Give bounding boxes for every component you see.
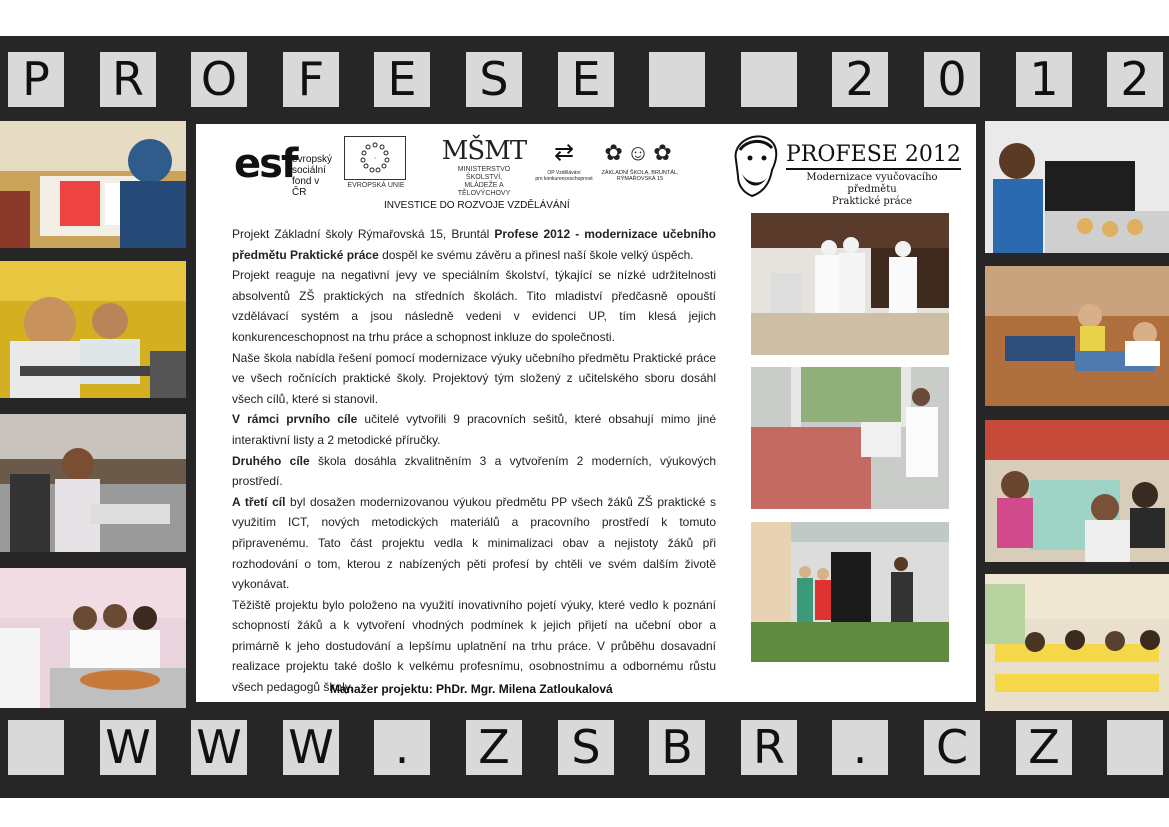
- profese-logo: [726, 130, 961, 207]
- profese-subtitle: [788, 172, 956, 208]
- content-panel: [196, 124, 976, 702]
- letter-tile: 2: [832, 52, 888, 107]
- letter-tile: W: [191, 720, 247, 775]
- letter-tile: Z: [1016, 720, 1072, 775]
- letter-tile: .: [832, 720, 888, 775]
- project-manager: Manažer projektu: PhDr. Mgr. Milena Zatloukalová: [330, 682, 613, 696]
- esf-text-line: sociální: [292, 165, 326, 176]
- op-text-line: pro konkurenceschopnost: [535, 176, 593, 182]
- eu-flag-icon: [344, 136, 406, 180]
- text-run: škola dosáhla zkvalitněním 3 a vytvořením 2 moderních, výukových prostředí.: [232, 453, 717, 489]
- letter-tile: E: [374, 52, 430, 107]
- project-description: [232, 224, 716, 698]
- letter-tile: [741, 52, 797, 107]
- letter-tile: [1107, 720, 1163, 775]
- profese-title: PROFESE 2012: [786, 142, 961, 170]
- paragraph-goal-1: [232, 409, 716, 450]
- letter-tile: Z: [466, 720, 522, 775]
- paragraph-intro: [232, 224, 716, 265]
- paragraph-solution: Naše škola nabídla řešení pomocí modernizace výuky učebního předmětu Praktické práce ve všech ročnících praktické školy. Projektový tým složený z učitelského sboru dosáhl všech cílů, které si stanovil.: [232, 350, 716, 406]
- text-run: byl dosažen modernizovanou výukou předmětu PP všech žáků ZŠ praktické s využitím ICT, nových metodických materiálů a pracovního prostředí k tomuto připravenému. Tato část projektu vedla k minimalizaci obav a nejistoty žáků při rozhodování o tom, kterou z nabízených pěti profesí by chtěli ve svém dalším životě vykonávat.: [232, 494, 716, 592]
- text-run-bold: Druhého cíle: [232, 453, 310, 468]
- photo-right-3: [985, 420, 1169, 562]
- letter-tile: O: [191, 52, 247, 107]
- letter-tile: .: [374, 720, 430, 775]
- photo-kitchen: [751, 213, 949, 355]
- letter-tile: 0: [924, 52, 980, 107]
- op-text: [534, 170, 594, 182]
- msmt-text-line: MINISTERSTVO ŠKOLSTVÍ,: [457, 166, 511, 181]
- partner-logos: [234, 132, 734, 212]
- eu-caption: EVROPSKÁ UNIE: [347, 182, 405, 189]
- header-letter-tiles: [0, 52, 1169, 110]
- text-run: Projekt Základní školy Rýmařovská 15, Bruntál: [232, 227, 495, 241]
- op-text-line: OP Vzdělávání: [547, 170, 581, 176]
- op-arrows-icon: ⇄: [553, 139, 575, 166]
- photo-right-1: [985, 121, 1169, 253]
- school-text: [600, 170, 680, 182]
- esf-text-line: fond v ČR: [292, 176, 320, 198]
- eu-logo: [344, 136, 408, 188]
- letter-tile: 2: [1107, 52, 1163, 107]
- text-run-bold: V rámci prvního cíle: [232, 412, 358, 427]
- paragraph-focus: Těžiště projektu bylo položeno na využití inovativního pojetí výuky, které vedlo k poznání schopností žáků a k vytvoření vhodných podmínek k jejich přijetí na učební obor a primárně k jeho dostudování a lepšímu uplatnění na trhu práce. V průběhu dosavadní realizace projektu také došlo k velkému profesnímu, osobnostnímu a odbornému růstu všech pedagogů školy.: [232, 597, 716, 695]
- paragraph-problem: Projekt reaguje na negativní jevy ve speciálním školství, týkající se nízké udržitelnosti absolventů ZŠ praktických na středních školách. Tito mladiství předčasně opouští vzdělávací systém a jsou následně vedeni v evidenci UP, tím klesá jejich konkurenceschopnost na trhu práce a schopnost inkluze do společnosti.: [232, 268, 716, 344]
- msmt-logo: [439, 136, 529, 197]
- letter-tile: W: [100, 720, 156, 775]
- esf-logo: [234, 136, 334, 196]
- msmt-text: [439, 166, 529, 198]
- school-text-line: RÝMAŘOVSKÁ 15: [616, 176, 664, 182]
- school-text-line: ZÁKLADNÍ ŠKOLA, BRUNTÁL,: [601, 170, 679, 176]
- text-run: učitelé vytvořili 9 pracovních sešitů, které obsahují mimo jiné interaktivní listy a 2 metodické příručky.: [232, 412, 716, 447]
- footer-url-tiles: [0, 720, 1169, 778]
- letter-tile: [8, 720, 64, 775]
- school-logo: [600, 136, 680, 192]
- photo-right-4: [985, 574, 1169, 711]
- letter-tile: P: [8, 52, 64, 107]
- letter-tile: 1: [1016, 52, 1072, 107]
- school-emblem-icon: ✿☺✿: [604, 140, 676, 165]
- esf-mark: esf: [234, 141, 297, 187]
- letter-tile: W: [283, 720, 339, 775]
- photo-garden: [751, 522, 949, 662]
- sculpted-head-icon: [726, 130, 782, 198]
- op-logo: [534, 136, 594, 192]
- paragraph-goal-2: [232, 451, 716, 492]
- letter-tile: C: [924, 720, 980, 775]
- photo-left-2: [0, 261, 186, 398]
- photo-left-1: [0, 121, 186, 248]
- paragraph-goal-3: [232, 492, 716, 595]
- photo-right-2: [985, 266, 1169, 406]
- text-run-bold: Profese 2012 - modernizace učebního předmětu Praktické práce: [232, 227, 716, 262]
- letter-tile: F: [283, 52, 339, 107]
- letter-tile: B: [649, 720, 705, 775]
- letter-tile: S: [558, 720, 614, 775]
- profese-subtitle-line: Modernizace vyučovacího předmětu: [806, 172, 938, 195]
- photo-left-4: [0, 568, 186, 708]
- esf-text: [292, 154, 334, 198]
- msmt-text-line: MLÁDEŽE A TĚLOVÝCHOVY: [457, 182, 511, 197]
- letter-tile: E: [558, 52, 614, 107]
- text-run-bold: A třetí cíl: [232, 494, 286, 509]
- profese-subtitle-line: Praktické práce: [831, 196, 913, 207]
- letter-tile: [649, 52, 705, 107]
- investice-slogan: INVESTICE DO ROZVOJE VZDĚLÁVÁNÍ: [384, 200, 570, 211]
- msmt-mark: MŠMT: [441, 136, 527, 166]
- esf-text-line: evropský: [292, 154, 333, 165]
- photo-left-3: [0, 414, 186, 552]
- text-run: dospěl ke svému závěru a přinesl naší škole velký úspěch.: [378, 247, 694, 262]
- photo-bedroom: [751, 367, 949, 509]
- letter-tile: S: [466, 52, 522, 107]
- letter-tile: R: [100, 52, 156, 107]
- letter-tile: R: [741, 720, 797, 775]
